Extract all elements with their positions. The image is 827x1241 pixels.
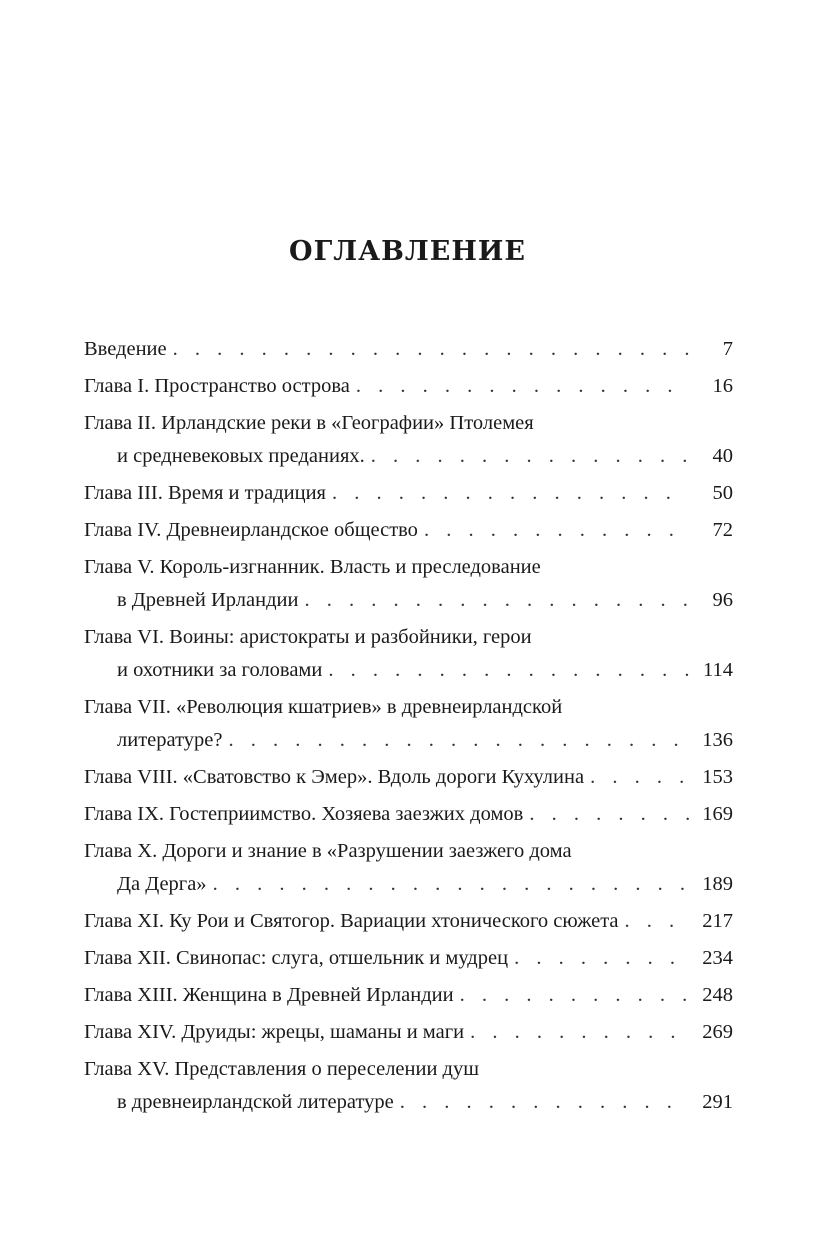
toc-entry-title: Глава VII. «Революция кшатриев» в древнеирландской	[84, 696, 563, 718]
dot-leader	[424, 514, 689, 547]
toc-entry-line	[84, 868, 733, 901]
toc-page-number: 153	[702, 766, 733, 788]
toc-entry	[84, 477, 733, 510]
toc-page-number: 72	[712, 519, 733, 541]
toc-entry-title: Да Дерга»	[117, 873, 207, 895]
toc-page-number: 234	[702, 947, 733, 969]
toc-page-number: 114	[703, 659, 733, 681]
toc-entry	[84, 407, 733, 473]
toc-page-number: 169	[702, 803, 733, 825]
toc-entry-line	[84, 1086, 733, 1119]
toc-entry	[84, 370, 733, 403]
toc-entry	[84, 1053, 733, 1119]
toc-entry-title: Глава XII. Свинопас: слуга, отшельник и мудрец	[84, 947, 509, 969]
toc-entry-line	[84, 514, 733, 547]
toc-entry-line	[84, 440, 733, 473]
toc-entry-line	[84, 370, 733, 403]
toc-page-number: 248	[702, 984, 733, 1006]
toc-entry-title: Глава I. Пространство острова	[84, 375, 350, 397]
toc-entry-line	[84, 905, 733, 938]
toc-entry-title: Глава IV. Древнеирландское общество	[84, 519, 418, 541]
toc-entry-line	[84, 724, 733, 757]
toc-entry-title: в древнеирландской литературе	[117, 1091, 394, 1113]
toc-page-number: 136	[702, 729, 733, 751]
toc-page-number: 16	[712, 375, 733, 397]
toc-page-number: 269	[702, 1021, 733, 1043]
toc-entry	[84, 761, 733, 794]
toc-entry-line	[84, 1053, 733, 1086]
dot-leader	[625, 905, 689, 938]
toc-entry-line	[84, 551, 733, 584]
dot-leader	[173, 333, 689, 366]
dot-leader	[328, 654, 689, 687]
toc-page-number: 40	[712, 445, 733, 467]
toc-page-number: 96	[712, 589, 733, 611]
toc-entry-title: Глава XV. Представления о переселении душ	[84, 1058, 480, 1080]
toc-entry	[84, 514, 733, 547]
dot-leader	[371, 440, 689, 473]
toc-page-number: 291	[702, 1091, 733, 1113]
toc-entry	[84, 333, 733, 366]
toc-entry-line	[84, 477, 733, 510]
dot-leader	[460, 979, 689, 1012]
table-of-contents	[84, 333, 733, 1123]
toc-entry-line	[84, 942, 733, 975]
toc-page-number: 50	[712, 482, 733, 504]
toc-entry	[84, 942, 733, 975]
toc-entry-title: Глава IX. Гостеприимство. Хозяева заезжих домов	[84, 803, 524, 825]
toc-entry-line	[84, 1016, 733, 1049]
toc-entry-title: в Древней Ирландии	[117, 589, 299, 611]
toc-page-number: 7	[722, 338, 733, 360]
toc-entry-line	[84, 761, 733, 794]
dot-leader	[514, 942, 689, 975]
toc-entry-line	[84, 654, 733, 687]
dot-leader	[213, 868, 689, 901]
toc-entry-title: и средневековых преданиях.	[117, 445, 365, 467]
toc-entry-title: Глава XIII. Женщина в Древней Ирландии	[84, 984, 454, 1006]
toc-entry	[84, 551, 733, 617]
toc-entry-line	[84, 979, 733, 1012]
toc-page-number: 189	[702, 873, 733, 895]
toc-entry-title: Глава II. Ирландские реки в «Географии» Птолемея	[84, 412, 534, 434]
dot-leader	[400, 1086, 689, 1119]
toc-entry	[84, 979, 733, 1012]
dot-leader	[590, 761, 689, 794]
toc-entry-title: и охотники за головами	[117, 659, 323, 681]
dot-leader	[470, 1016, 689, 1049]
dot-leader	[529, 798, 689, 831]
toc-entry-title: Введение	[84, 338, 167, 360]
toc-entry-line	[84, 621, 733, 654]
toc-entry-line	[84, 407, 733, 440]
toc-entry-line	[84, 333, 733, 366]
page-title: ОГЛАВЛЕНИЕ	[289, 236, 526, 267]
toc-entry-title: Глава V. Король-изгнанник. Власть и преследование	[84, 556, 541, 578]
toc-entry-title: Глава III. Время и традиция	[84, 482, 326, 504]
dot-leader	[228, 724, 689, 757]
toc-entry	[84, 621, 733, 687]
toc-entry-line	[84, 691, 733, 724]
toc-entry-title: Глава VIII. «Сватовство к Эмер». Вдоль дороги Кухулина	[84, 766, 585, 788]
toc-entry-title: Глава XIV. Друиды: жрецы, шаманы и маги	[84, 1021, 465, 1043]
toc-entry-title: Глава XI. Ку Рои и Святогор. Вариации хтонического сюжета	[84, 910, 619, 932]
toc-entry-line	[84, 835, 733, 868]
toc-entry-line	[84, 798, 733, 831]
toc-entry	[84, 905, 733, 938]
toc-entry-title: Глава X. Дороги и знание в «Разрушении заезжего дома	[84, 840, 572, 862]
dot-leader	[356, 370, 689, 403]
toc-entry	[84, 835, 733, 901]
toc-entry-title: литературе?	[117, 729, 223, 751]
toc-page-number: 217	[702, 910, 733, 932]
toc-entry-line	[84, 584, 733, 617]
toc-entry-title: Глава VI. Воины: аристократы и разбойники, герои	[84, 626, 532, 648]
toc-entry	[84, 1016, 733, 1049]
dot-leader	[332, 477, 689, 510]
dot-leader	[304, 584, 689, 617]
toc-entry	[84, 691, 733, 757]
toc-entry	[84, 798, 733, 831]
